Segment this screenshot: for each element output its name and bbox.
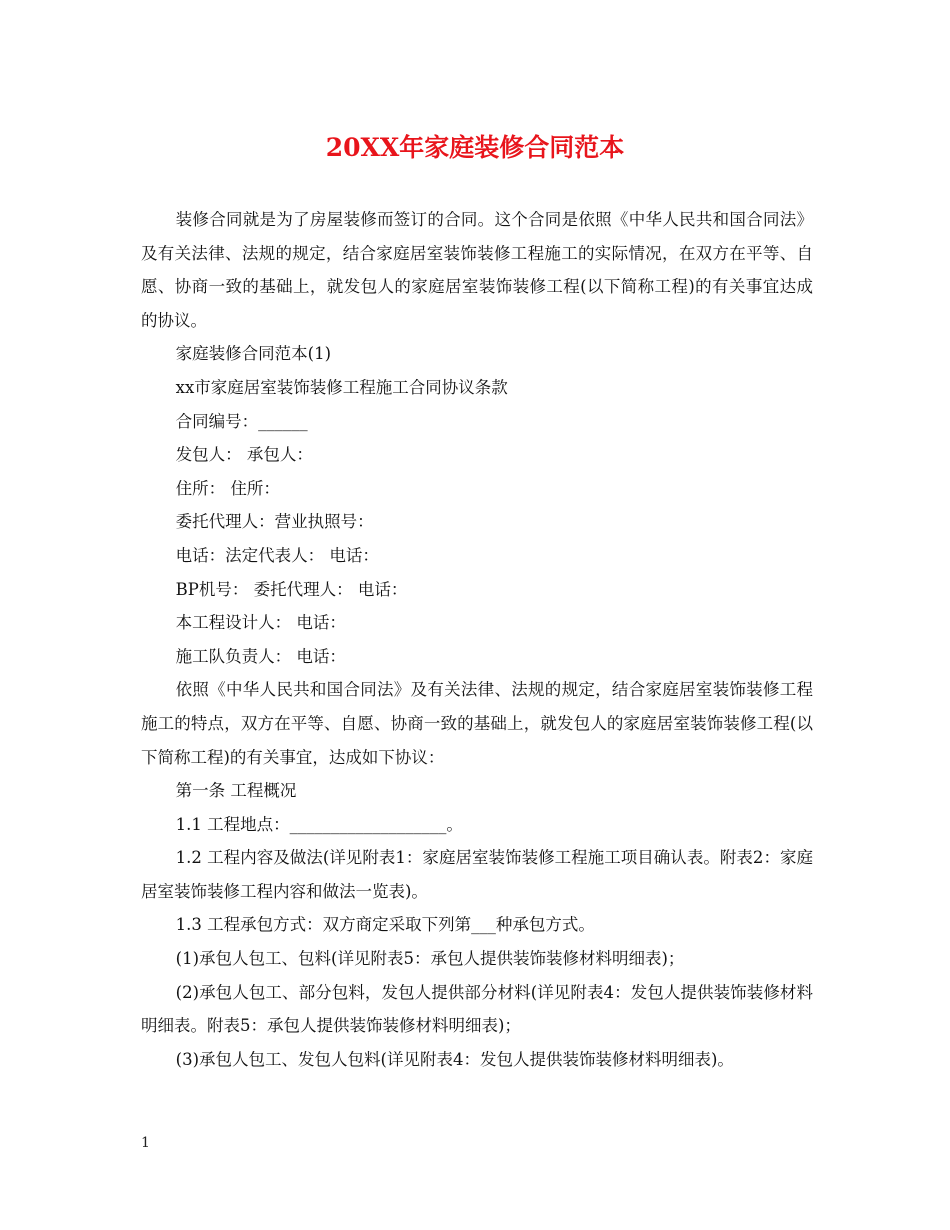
address-line: 住所： 住所： xyxy=(175,478,280,498)
article-one-heading: 第一条 工程概况 xyxy=(175,781,297,801)
pager-agent-line: BP机号： 委托代理人： 电话： xyxy=(175,579,408,599)
agreement-preamble: 依照《中华人民共和国合同法》及有关法律、法规的规定，结合家庭居室装饰装修工程施工的特点，双方在平等、自愿、协商一致的基础上，就发包人的家庭居室装饰装修工程(以下简称工程)的有关事宜，达成如下协议： xyxy=(141,680,813,767)
page-number: 1 xyxy=(141,1135,150,1151)
option-3: (3)承包人包工、发包人包料(详见附表4：发包人提供装饰装修材料明细表)。 xyxy=(175,1049,734,1069)
construction-leader-line: 施工队负责人： 电话： xyxy=(175,646,346,666)
document-body xyxy=(141,203,813,1076)
clause-1-1: 1.1 工程地点：___________________。 xyxy=(175,814,463,834)
option-1: (1)承包人包工、包料(详见附表5：承包人提供装饰装修材料明细表)； xyxy=(175,949,685,969)
designer-line: 本工程设计人： 电话： xyxy=(175,613,346,633)
parties-line: 发包人： 承包人： xyxy=(175,445,313,465)
agent-license-line: 委托代理人：营业执照号： xyxy=(175,512,374,532)
intro-paragraph: 装修合同就是为了房屋装修而签订的合同。这个合同是依照《中华人民共和国合同法》及有关法律、法规的规定，结合家庭居室装饰装修工程施工的实际情况，在双方在平等、自愿、协商一致的基础上，就发包人的家庭居室装饰装修工程(以下简称工程)的有关事宜达成的协议。 xyxy=(141,210,813,330)
section-heading-sample: 家庭装修合同范本(1) xyxy=(175,344,332,364)
clause-1-2: 1.2 工程内容及做法(详见附表1：家庭居室装饰装修工程施工项目确认表。附表2：家庭居室装饰装修工程内容和做法一览表)。 xyxy=(141,848,813,901)
agreement-title: xx市家庭居室装饰装修工程施工合同协议条款 xyxy=(175,377,508,397)
phone-representative-line: 电话：法定代表人： 电话： xyxy=(175,545,379,565)
clause-1-3: 1.3 工程承包方式：双方商定采取下列第___种承包方式。 xyxy=(175,915,595,935)
option-2: (2)承包人包工、部分包料，发包人提供部分材料(详见附表4：发包人提供装饰装修材料明细表。附表5：承包人提供装饰装修材料明细表)； xyxy=(141,982,813,1036)
document-title: 20XX年家庭装修合同范本 xyxy=(325,133,625,162)
contract-number-line: 合同编号：______ xyxy=(175,411,308,431)
